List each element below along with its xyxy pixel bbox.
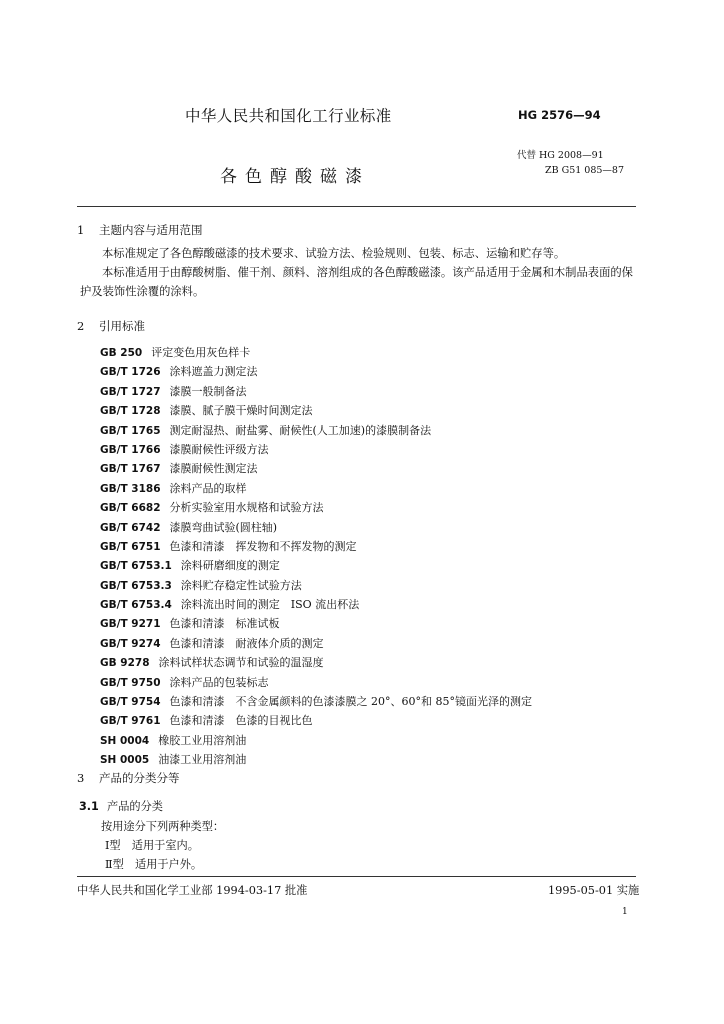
document-title: 各色醇酸磁漆 xyxy=(220,167,370,187)
reference-item xyxy=(100,614,532,633)
reference-list xyxy=(100,343,532,770)
reference-code: GB/T 9750 xyxy=(100,676,161,689)
page-number: 1 xyxy=(622,907,628,917)
reference-item xyxy=(100,382,532,401)
reference-title: 涂料试样状态调节和试验的温湿度 xyxy=(158,656,324,670)
section-1-heading xyxy=(77,222,203,238)
reference-title: 涂料研磨细度的测定 xyxy=(180,559,280,573)
replaces-standard-2: ZB G51 085—87 xyxy=(545,165,625,176)
reference-title: 涂料贮存稳定性试验方法 xyxy=(180,578,302,592)
reference-item xyxy=(100,459,532,478)
reference-item xyxy=(100,731,532,750)
replaces-standard-1: 代替 HG 2008—91 xyxy=(517,150,604,161)
reference-code: GB/T 6753.4 xyxy=(100,599,172,612)
classification-intro: 按用途分下列两种类型： xyxy=(101,820,225,833)
reference-item xyxy=(100,634,532,653)
reference-title: 漆膜、腻子膜干燥时间测定法 xyxy=(169,404,313,418)
reference-code: GB/T 3186 xyxy=(100,482,161,495)
reference-item xyxy=(100,518,532,537)
reference-title: 涂料产品的包装标志 xyxy=(169,675,269,689)
reference-title: 漆膜一般制备法 xyxy=(169,384,247,398)
reference-code: GB/T 9761 xyxy=(100,715,161,728)
subsection-title: 产品的分类 xyxy=(107,800,163,813)
reference-code: GB/T 6753.1 xyxy=(100,560,172,573)
reference-title: 评定变色用灰色样卡 xyxy=(151,346,251,359)
section-number: 3 xyxy=(77,771,85,785)
reference-title: 色漆和清漆 挥发物和不挥发物的测定 xyxy=(169,539,357,553)
reference-code: GB/T 1726 xyxy=(100,366,161,379)
section-1-body xyxy=(80,244,635,301)
subsection-3-1-heading xyxy=(79,798,163,814)
reference-title: 漆膜耐候性测定法 xyxy=(169,462,258,476)
reference-item xyxy=(100,498,532,517)
reference-item xyxy=(100,479,532,498)
section-number: 2 xyxy=(77,319,85,333)
reference-code: GB/T 9274 xyxy=(100,637,161,650)
reference-title: 测定耐湿热、耐盐雾、耐候性(人工加速)的漆膜制备法 xyxy=(169,423,432,437)
section-title: 引用标准 xyxy=(99,319,145,333)
reference-code: GB/T 6751 xyxy=(100,540,161,553)
reference-item xyxy=(100,595,532,614)
reference-item xyxy=(100,556,532,575)
reference-item xyxy=(100,421,532,440)
reference-code: GB/T 6742 xyxy=(100,521,161,534)
reference-title: 涂料流出时间的测定 ISO 流出杯法 xyxy=(180,598,360,612)
reference-title: 色漆和清漆 色漆的目视比色 xyxy=(169,714,313,728)
reference-item xyxy=(100,343,532,362)
reference-code: GB 9278 xyxy=(100,657,150,670)
reference-code: SH 0004 xyxy=(100,734,150,747)
reference-item xyxy=(100,576,532,595)
reference-code: SH 0005 xyxy=(100,754,150,767)
header-divider xyxy=(77,206,636,207)
section-2-heading xyxy=(77,318,145,334)
reference-title: 涂料遮盖力测定法 xyxy=(169,365,258,379)
paragraph: 本标准规定了各色醇酸磁漆的技术要求、试验方法、检验规则、包装、标志、运输和贮存等。 xyxy=(102,247,566,260)
reference-code: GB/T 9271 xyxy=(100,618,161,631)
subsection-number: 3.1 xyxy=(79,800,99,813)
reference-item xyxy=(100,362,532,381)
reference-item xyxy=(100,711,532,730)
reference-title: 油漆工业用溶剂油 xyxy=(158,753,247,767)
standard-title: 中华人民共和国化工行业标准 xyxy=(185,107,392,125)
reference-title: 色漆和清漆 耐液体介质的测定 xyxy=(169,636,324,650)
type-1-line: Ⅰ型 适用于室内。 xyxy=(105,839,199,852)
section-number: 1 xyxy=(77,223,85,237)
reference-code: GB/T 1765 xyxy=(100,424,161,437)
reference-title: 橡胶工业用溶剂油 xyxy=(158,733,247,747)
reference-code: GB/T 1728 xyxy=(100,405,161,418)
section-title: 主题内容与适用范围 xyxy=(99,223,203,237)
approval-line: 中华人民共和国化学工业部 1994-03-17 批准 xyxy=(77,884,308,897)
reference-code: GB/T 1727 xyxy=(100,385,161,398)
reference-item xyxy=(100,440,532,459)
reference-title: 分析实验室用水规格和试验方法 xyxy=(169,501,324,515)
standard-header xyxy=(0,0,724,200)
paragraph: 本标准适用于由醇酸树脂、催干剂、颜料、溶剂组成的各色醇酸磁漆。该产品适用于金属和木制品表面的保护及装饰性涂覆的涂料。 xyxy=(80,266,633,298)
implementation-date: 1995-05-01 实施 xyxy=(548,884,640,897)
reference-title: 色漆和清漆 不含金属颜料的色漆漆膜之 20°、60°和 85°镜面光泽的测定 xyxy=(169,695,532,709)
reference-title: 漆膜耐候性评级方法 xyxy=(169,442,269,456)
reference-code: GB 250 xyxy=(100,347,143,359)
reference-item xyxy=(100,692,532,711)
reference-code: GB/T 1766 xyxy=(100,443,161,456)
reference-item xyxy=(100,653,532,672)
reference-item xyxy=(100,537,532,556)
reference-code: GB/T 9754 xyxy=(100,696,161,709)
reference-item xyxy=(100,401,532,420)
standard-code: HG 2576—94 xyxy=(518,108,601,122)
reference-code: GB/T 1767 xyxy=(100,463,161,476)
reference-code: GB/T 6753.3 xyxy=(100,579,172,592)
section-3-heading xyxy=(77,770,180,786)
reference-title: 色漆和清漆 标准试板 xyxy=(169,617,280,631)
reference-item xyxy=(100,750,532,769)
type-2-line: Ⅱ型 适用于户外。 xyxy=(105,858,203,871)
reference-title: 涂料产品的取样 xyxy=(169,481,247,495)
reference-title: 漆膜弯曲试验(圆柱轴) xyxy=(169,520,278,534)
section-title: 产品的分类分等 xyxy=(99,771,180,785)
reference-code: GB/T 6682 xyxy=(100,502,161,515)
footer-divider xyxy=(77,876,636,877)
reference-item xyxy=(100,673,532,692)
